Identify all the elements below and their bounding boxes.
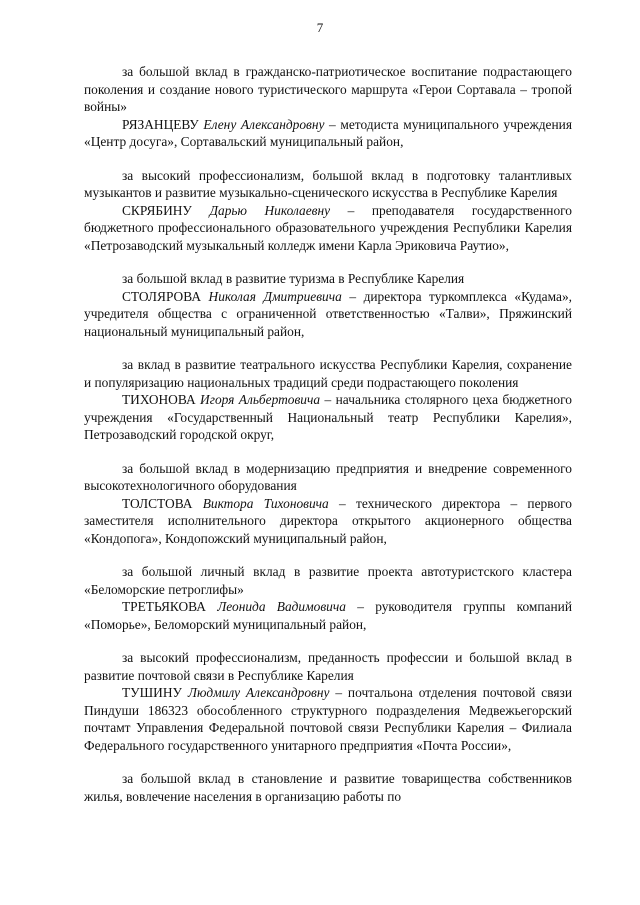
recipient <box>84 598 572 633</box>
award-entry <box>84 770 572 805</box>
recipient-surname: ТИХОНОВА <box>122 392 196 407</box>
recipient-given-name: Виктора Тихоновича <box>202 495 329 511</box>
award-entry <box>84 563 572 633</box>
award-entry <box>84 63 572 151</box>
recipient-given-name: Дарью Николаевну <box>209 202 331 218</box>
recipient-position: – директора туркомплекса «Кудама», учредителя общества с ограниченной ответственностью «Талви», Пряжинский национальный муниципальный район, <box>84 288 572 339</box>
recipient-position: – почтальона отделения почтовой связи Пиндуши 186323 обособленного структурного подразделения Медвежьегорский почтамт Управления Федеральной почтовой связи Республики Карелия – Филиала Федерального государственного унитарного предприятия «Почта России», <box>84 685 572 753</box>
award-entry <box>84 460 572 548</box>
recipient-surname: ТОЛСТОВА <box>122 495 193 511</box>
page-number: 7 <box>316 20 324 35</box>
award-reason: за большой вклад в модернизацию предприятия и внедрение современного высокотехнологичного оборудования <box>84 460 572 493</box>
recipient <box>84 684 572 754</box>
recipient-given-name: Николая Дмитриевича <box>208 288 342 304</box>
recipient <box>84 391 572 444</box>
award-entry <box>84 270 572 340</box>
recipient-surname: РЯЗАНЦЕВУ <box>122 116 199 132</box>
award-list <box>84 63 572 821</box>
award-entry <box>84 649 572 754</box>
award-reason: за большой вклад в гражданско-патриотическое воспитание подрастающего поколения и создание нового туристического маршрута «Герои Сортавала – тропой войны» <box>84 64 572 114</box>
recipient-surname: ТРЕТЬЯКОВА <box>122 599 206 614</box>
award-reason: за вклад в развитие театрального искусства Республики Карелия, сохранение и популяризацию национальных традиций среди подрастающего поколения <box>84 357 572 390</box>
recipient-position: – методиста муниципального учреждения «Центр досуга», Сортавальский муниципальный район, <box>84 116 572 149</box>
recipient-given-name: Леонида Вадимовича <box>217 599 346 614</box>
recipient-given-name: Игоря Альбертовича <box>200 392 321 407</box>
recipient <box>84 202 572 255</box>
recipient <box>84 495 572 548</box>
recipient-position: – начальника столярного цеха бюджетного учреждения «Государственный Национальный театр Республики Карелия», Петрозаводский городской округ, <box>84 392 572 442</box>
recipient <box>84 116 572 151</box>
award-reason: за большой личный вклад в развитие проекта автотуристского кластера «Беломорские петроглифы» <box>84 564 572 597</box>
recipient-surname: ТУШИНУ <box>122 685 182 700</box>
recipient-position: – технического директора – первого заместителя исполнительного директора открытого акционерного общества «Кондопога», Кондопожский муниципальный район, <box>84 495 572 546</box>
recipient-surname: СТОЛЯРОВА <box>122 288 201 304</box>
award-reason: за большой вклад в становление и развитие товарищества собственников жилья, вовлечение населения в организацию работы по <box>84 771 572 804</box>
recipient-position: – преподавателя государственного бюджетного профессионального образовательного учреждения Республики Карелия «Петрозаводский музыкальный колледж имени Карла Эриковича Раутио», <box>84 202 572 253</box>
award-reason: за высокий профессионализм, большой вклад в подготовку талантливых музыкантов и развитие музыкально-сценического искусства в Республике Карелия <box>84 167 572 200</box>
recipient-given-name: Елену Александровну <box>203 116 325 132</box>
award-entry <box>84 167 572 255</box>
recipient-position: – руководителя группы компаний «Поморье», Беломорский муниципальный район, <box>84 599 572 632</box>
award-reason: за высокий профессионализм, преданность профессии и большой вклад в развитие почтовой связи в Республике Карелия <box>84 650 572 683</box>
award-entry <box>84 356 572 444</box>
recipient-given-name: Людмилу Александровну <box>187 685 330 700</box>
recipient-surname: СКРЯБИНУ <box>122 202 192 218</box>
recipient <box>84 288 572 341</box>
award-reason: за большой вклад в развитие туризма в Республике Карелия <box>122 271 465 286</box>
